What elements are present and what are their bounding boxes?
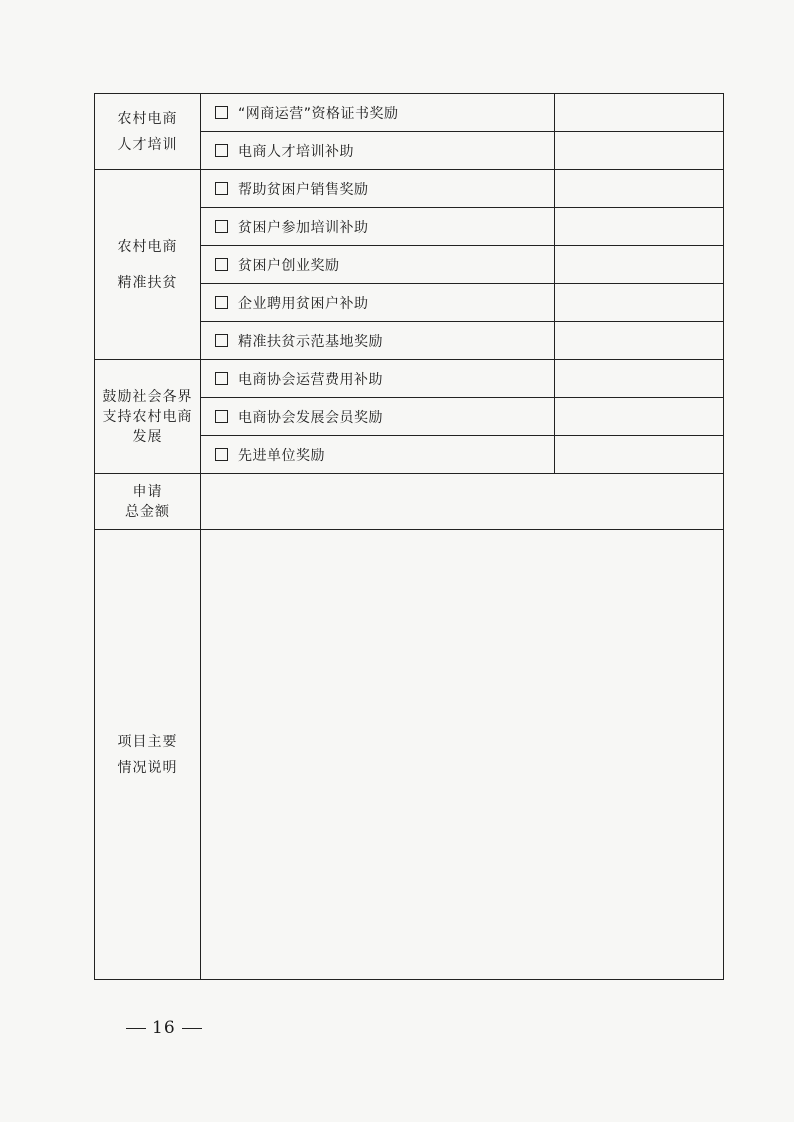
amount-cell[interactable]: [555, 436, 724, 474]
table-row: [95, 94, 724, 132]
amount-cell[interactable]: [555, 246, 724, 284]
dash-right: [182, 1028, 202, 1029]
item-cell: [201, 436, 555, 474]
table-row: [95, 530, 724, 980]
amount-cell[interactable]: [555, 208, 724, 246]
item-label: 电商人才培训补助: [238, 143, 354, 160]
item-label: 企业聘用贫困户补助: [238, 295, 369, 312]
total-amount-label-line: 申请: [132, 483, 163, 500]
category-cell-poverty-alleviation: [95, 170, 201, 360]
page-number-value: 16: [152, 1018, 176, 1038]
table-row: [95, 474, 724, 530]
table-row: [95, 360, 724, 398]
category-label-line: 人才培训: [117, 136, 178, 153]
checkbox[interactable]: [215, 106, 228, 119]
project-description-label-line: 情况说明: [117, 759, 178, 776]
item-label: 电商协会运营费用补助: [238, 371, 383, 388]
total-amount-input[interactable]: [201, 474, 724, 530]
item-cell: [201, 360, 555, 398]
checkbox[interactable]: [215, 220, 228, 233]
item-cell: [201, 132, 555, 170]
total-amount-label-line: 总金额: [125, 503, 170, 520]
project-description-label-cell: [95, 530, 201, 980]
spacer: [95, 257, 200, 273]
checkbox[interactable]: [215, 334, 228, 347]
amount-cell[interactable]: [555, 284, 724, 322]
project-description-label-line: 项目主要: [117, 733, 178, 750]
checkbox[interactable]: [215, 448, 228, 461]
checkbox[interactable]: [215, 258, 228, 271]
item-cell: [201, 246, 555, 284]
category-label-line: 发展: [132, 428, 163, 445]
checkbox[interactable]: [215, 410, 228, 423]
item-label: 贫困户参加培训补助: [238, 219, 369, 236]
checkbox[interactable]: [215, 182, 228, 195]
amount-cell[interactable]: [555, 322, 724, 360]
item-label: 电商协会发展会员奖励: [238, 409, 383, 426]
table-row: [95, 170, 724, 208]
item-label: 贫困户创业奖励: [238, 257, 340, 274]
checkbox[interactable]: [215, 372, 228, 385]
item-cell: [201, 322, 555, 360]
item-cell: [201, 284, 555, 322]
category-cell-social-support: [95, 360, 201, 474]
amount-cell[interactable]: [555, 360, 724, 398]
item-label: 精准扶贫示范基地奖励: [238, 333, 383, 350]
application-form-table: [94, 93, 724, 980]
dash-left: [126, 1028, 146, 1029]
category-label-line: 支持农村电商: [102, 408, 193, 425]
page-number: [120, 1018, 208, 1038]
amount-cell[interactable]: [555, 132, 724, 170]
item-label: 帮助贫困户销售奖励: [238, 181, 369, 198]
total-amount-label-cell: [95, 474, 201, 530]
item-label: “网商运营”资格证书奖励: [238, 105, 399, 122]
category-label-line: 鼓励社会各界: [102, 388, 193, 405]
amount-cell[interactable]: [555, 170, 724, 208]
checkbox[interactable]: [215, 296, 228, 309]
category-label-line: 农村电商: [117, 110, 178, 127]
category-cell-talent-training: [95, 94, 201, 170]
amount-cell[interactable]: [555, 94, 724, 132]
amount-cell[interactable]: [555, 398, 724, 436]
item-label: 先进单位奖励: [238, 447, 325, 464]
item-cell: [201, 94, 555, 132]
project-description-input[interactable]: [201, 530, 724, 980]
item-cell: [201, 398, 555, 436]
item-cell: [201, 208, 555, 246]
category-label-line: 精准扶贫: [117, 274, 178, 291]
checkbox[interactable]: [215, 144, 228, 157]
category-label-line: 农村电商: [117, 238, 178, 255]
item-cell: [201, 170, 555, 208]
